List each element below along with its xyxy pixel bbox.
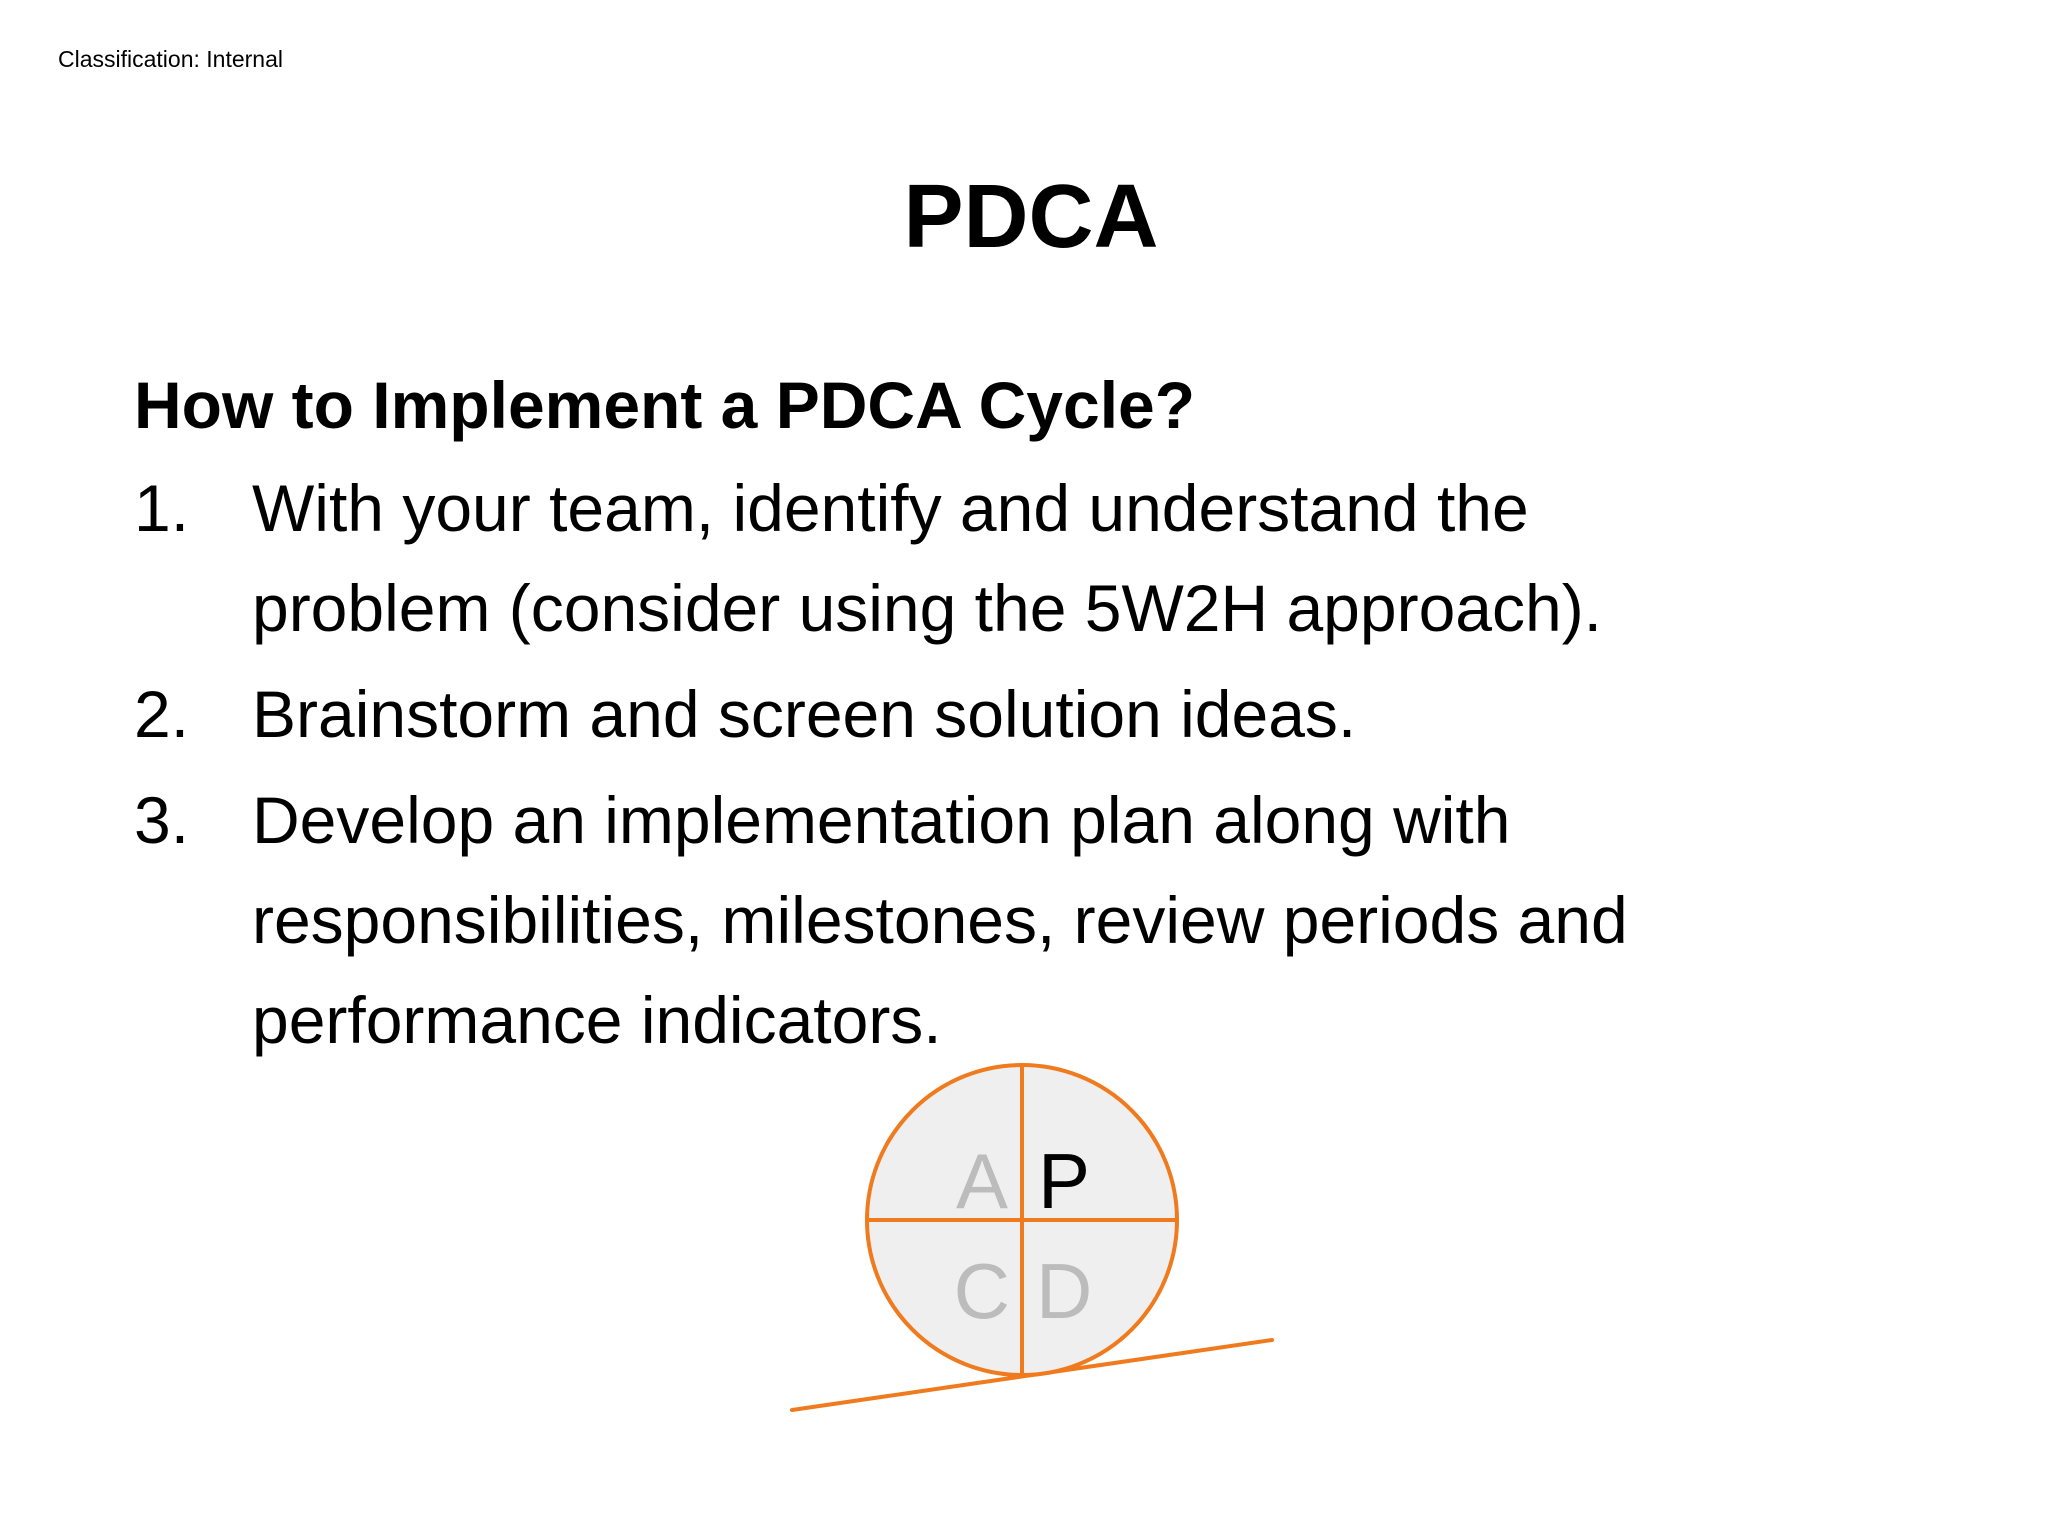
step-text: With your team, identify and understand the problem (consider using the 5W2H approach). [252, 471, 1603, 645]
classification-label: Classification: Internal [58, 46, 283, 72]
quadrant-act-letter: A [955, 1137, 1008, 1225]
pdca-wheel-diagram [780, 1050, 1280, 1430]
step-item [134, 770, 1954, 1070]
step-text: Brainstorm and screen solution ideas. [252, 677, 1357, 751]
step-text: Develop an implementation plan along with responsibilities, milestones, review periods and performance indicators. [252, 783, 1628, 1057]
step-item [134, 458, 1954, 658]
quadrant-plan-letter: P [1038, 1137, 1091, 1225]
steps-list [134, 458, 1954, 1076]
step-number: 2. [134, 677, 190, 751]
quadrant-do-letter: D [1036, 1247, 1093, 1335]
step-number: 1. [134, 471, 190, 545]
section-heading: How to Implement a PDCA Cycle? [134, 368, 1196, 442]
slide-title: PDCA [903, 167, 1159, 267]
quadrant-check-letter: C [953, 1247, 1010, 1335]
step-number: 3. [134, 783, 190, 857]
step-item [134, 664, 1954, 764]
